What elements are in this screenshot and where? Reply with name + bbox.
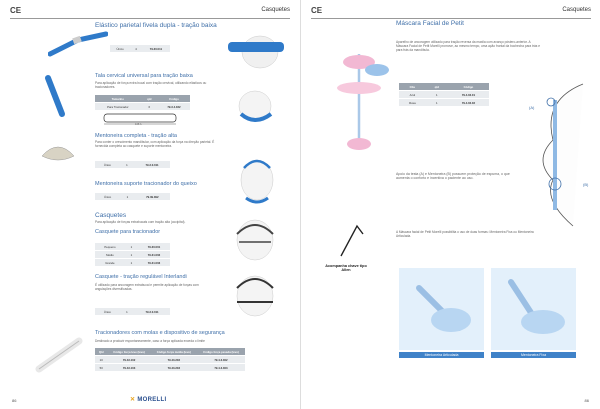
table-row	[95, 251, 170, 259]
table-cell: 79.30.001	[138, 243, 170, 251]
table-cell: Grande	[95, 259, 125, 267]
table-cell: 79.43.102	[107, 356, 150, 364]
product-subtitle: Casquete para tracionador	[95, 229, 161, 235]
table-cell: 79.4.02.02	[448, 99, 489, 107]
head-cervical-image	[225, 88, 285, 128]
product-table	[110, 44, 170, 52]
table-cell: 4	[130, 45, 142, 53]
head-chin-image	[230, 150, 285, 220]
parietal-elastic-image	[48, 30, 108, 58]
table-cell: 10	[95, 356, 107, 364]
table-cell: 79.31.002	[138, 251, 170, 259]
product-title: Mentoneira suporte tracionador do queixo	[95, 181, 197, 187]
table-cell: Azul	[399, 91, 426, 99]
brand-name: MORELLI	[137, 397, 167, 403]
table-cell: Único	[110, 45, 130, 53]
label-a: (A)	[529, 105, 535, 110]
face-profile-image	[513, 80, 598, 230]
table-header: Código força leve (leve)	[107, 348, 150, 356]
fixed-chin-image	[491, 268, 576, 350]
header-bar	[10, 8, 290, 19]
table-row	[95, 364, 245, 372]
product-table	[95, 242, 170, 266]
table-cell: Médio	[95, 251, 125, 259]
table-header: Código	[158, 95, 190, 103]
table-cell: 6	[141, 103, 158, 111]
table-row	[95, 95, 190, 103]
cervical-strap-image	[40, 74, 70, 119]
tractor-spring-image	[35, 335, 90, 375]
head-strap-image	[220, 30, 290, 70]
header-bar	[311, 8, 591, 19]
caption-articulated: Mentoneira Articulada	[399, 352, 484, 358]
table-cell: Único	[95, 161, 120, 169]
table-cell: 1	[125, 251, 138, 259]
table-cell: Para Tracionador	[95, 103, 141, 111]
product-title: Casquete - tração regulável Interlandi	[95, 274, 187, 280]
product-title: Elástico parietal fivela dupla - tração baixa	[95, 22, 217, 29]
ce-mark: CE	[311, 6, 323, 15]
table-header: Qtd	[95, 348, 107, 356]
product-title: Tala cervical universal para tração baixa	[95, 73, 193, 79]
product-table	[95, 192, 170, 200]
product-description: Para aplicação de forças extrabucais com tração alta (occipital).	[95, 220, 186, 224]
product-table	[95, 348, 245, 371]
table-cell: Único	[95, 193, 120, 201]
section-tag: Casquetes	[261, 7, 290, 13]
product-table	[95, 307, 170, 315]
product-table	[399, 83, 489, 106]
table-cell: 1	[120, 308, 134, 316]
head-cap-image	[225, 212, 285, 267]
table-cell: 1	[426, 91, 448, 99]
table-header: qtd	[426, 83, 448, 91]
table-header: Código força média (leve)	[151, 348, 197, 356]
page-number: 86	[12, 398, 17, 403]
table-cell: 50	[95, 364, 107, 372]
table-row	[95, 103, 190, 111]
table-cell: 79.3.0.011	[134, 308, 170, 316]
table-cell: 1	[426, 99, 448, 107]
dimension-label: 165 A	[135, 123, 142, 126]
table-row	[95, 259, 170, 267]
table-row	[110, 45, 170, 53]
table-cell: Pequeno	[95, 243, 125, 251]
head-interlandi-image	[225, 268, 285, 323]
table-row	[399, 83, 489, 91]
table-cell: 79.30.011	[142, 45, 170, 53]
allen-key-label: Acompanha chave tipo Allen	[325, 264, 367, 272]
table-header: Obs	[399, 83, 426, 91]
table-row	[95, 356, 245, 364]
label-b: (B)	[583, 182, 589, 187]
table-row	[95, 243, 170, 251]
brand-logo	[130, 396, 166, 403]
table-row	[399, 91, 489, 99]
product-title: Mentoneira completa - tração alta	[95, 133, 177, 139]
product-table	[95, 160, 170, 168]
table-header: qtd	[141, 95, 158, 103]
table-row	[95, 161, 170, 169]
table-cell: Único	[95, 308, 120, 316]
product-title: Máscara Facial de Petit	[396, 20, 464, 27]
table-cell: 79.4.02.01	[448, 91, 489, 99]
product-description: Para conter o crescimento mandibular, com aplicação da força na direção parietal. É fornecida completa ao casquete e suporte mentoneira.	[95, 140, 215, 148]
table-row	[95, 308, 170, 316]
table-cell: 1	[125, 243, 138, 251]
petit-mask-image	[319, 48, 399, 158]
caption-fixed: Mentoneira Fixa	[491, 352, 576, 358]
allen-key-icon	[337, 220, 367, 260]
usage-note: A Máscara facial de Petit Morelli possibilita o uso de duas formas: Mentoneira Fixa ou Mentoneira Articulada.	[396, 230, 534, 238]
table-header: Código	[448, 83, 489, 91]
product-description: Aparelho de ancoragem utilizado para tração reversa da maxila com avanço póstero-anterior. A Máscara Facial de Petit Morelli promove, ao mesmo tempo, uma ação frontal da bochecha para trás e para frás da mandíbula.	[396, 40, 541, 52]
table-cell: 79.43.103	[107, 364, 150, 372]
page-number: 86	[584, 398, 589, 403]
table-cell: Rosa	[399, 99, 426, 107]
ce-mark: CE	[10, 6, 22, 15]
table-cell: 79.3.4.022	[158, 103, 190, 111]
table-cell: 79.43.202	[151, 356, 197, 364]
right-page	[300, 0, 600, 409]
table-cell: 1	[120, 161, 134, 169]
articulated-chin-image	[399, 268, 484, 350]
table-cell: 79.31.003	[138, 259, 170, 267]
product-description: Destinado a produzir espontaneamente, caso a força aplicada exceda o limite	[95, 339, 205, 343]
table-cell: 79.39.092	[135, 193, 170, 201]
table-row	[95, 193, 170, 201]
product-table	[95, 95, 190, 110]
table-cell: 1	[120, 193, 134, 201]
foam-note: Apoio da testa (A) e Mentoneira (B) possuem proteção de espuma, o que aumenta o conforto e incentiva o paciente ao uso.	[396, 172, 510, 180]
table-header: Tamanho	[95, 95, 141, 103]
section-title: Casquetes	[95, 212, 127, 219]
table-row	[95, 348, 245, 356]
table-row	[399, 99, 489, 107]
table-cell: 79.4.3.303	[197, 364, 245, 372]
logo-mark-icon: ✕	[130, 397, 136, 403]
table-cell: 79.3.0.011	[134, 161, 170, 169]
product-description: Para aplicação de força extra bucal com tração cervical, utilizando elásticos ou tracionadores.	[95, 81, 207, 89]
product-description: É utilizado para ancoragem extrabucal e permite aplicação de forças com angulações diversificadas.	[95, 283, 199, 291]
table-cell: 79.4.3.302	[197, 356, 245, 364]
section-tag: Casquetes	[562, 7, 591, 13]
table-cell: 79.43.203	[151, 364, 197, 372]
table-cell: 1	[125, 259, 138, 267]
product-title: Tracionadores com molas e dispositivo de segurança	[95, 330, 225, 336]
chin-cup-image	[38, 140, 78, 165]
table-header: Código força pesada (leve)	[197, 348, 245, 356]
